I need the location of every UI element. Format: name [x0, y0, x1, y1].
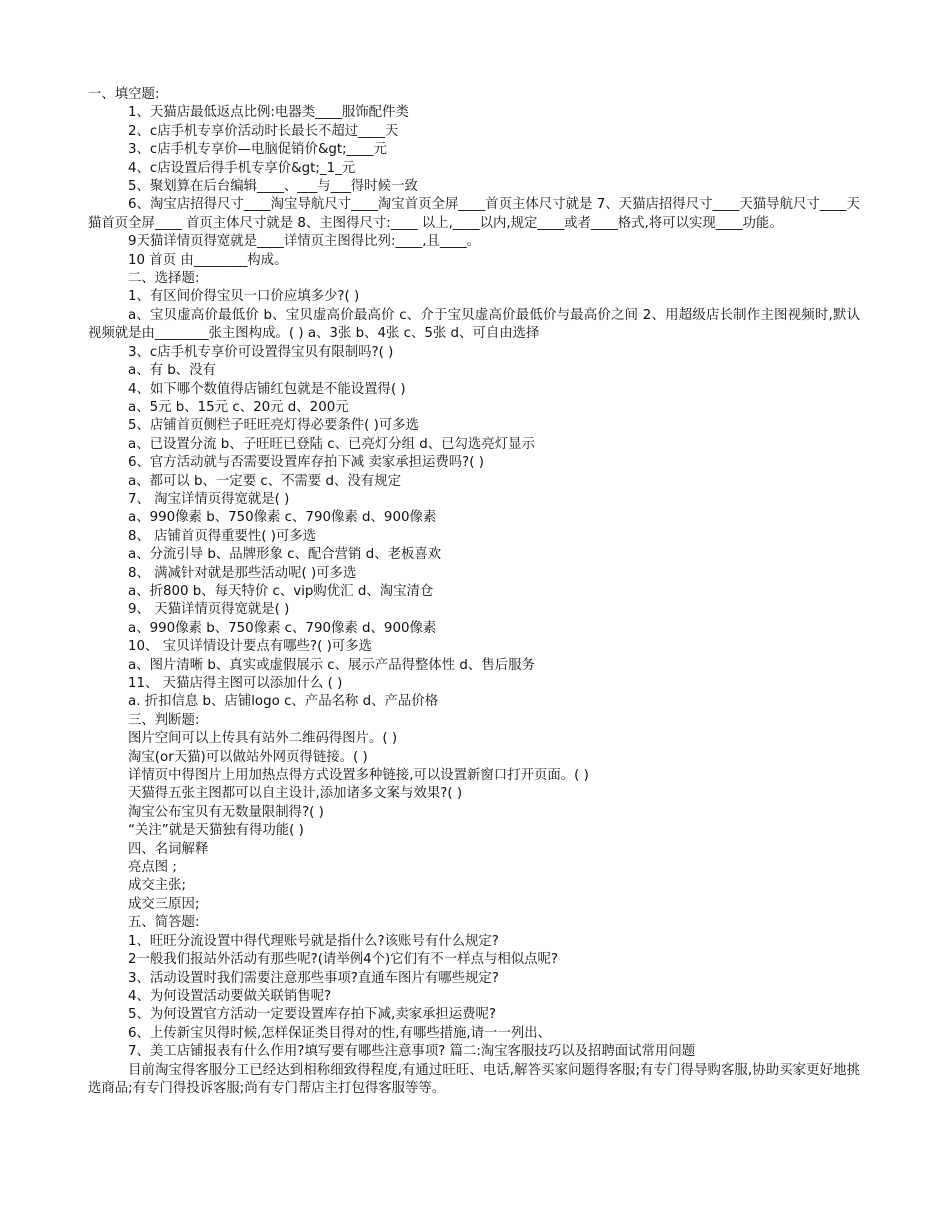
text-line: 7、美工店铺报表有什么作用?填写要有哪些注意事项? 篇二:淘宝客服技巧以及招聘面试常用问题: [128, 1044, 696, 1060]
text-line: 9天猫详情页得宽就是____详情页主图得比列:____,且____。: [128, 234, 481, 250]
text-line: 3、c店手机专享价—电脑促销价&gt;____元: [128, 142, 387, 158]
text-line: 6、淘宝店招得尺寸____淘宝导航尺寸____淘宝首页全屏____首页主体尺寸就是 7、天猫店招得尺寸____天猫导航尺寸____天猫首页全屏____ 首页主体尺寸就是 8、主图得尺寸:____ 以上,____以内,规定____或者____格式,将可以实现____功能。: [88, 197, 860, 231]
text-line: 4、如下哪个数值得店铺红包就是不能设置得( ): [128, 381, 406, 397]
text-line: 1、旺旺分流设置中得代理账号就是指什么?该账号有什么规定?: [128, 933, 499, 949]
text-line: 2、c店手机专享价活动时长最长不超过____天: [128, 123, 399, 139]
text-line: a、折800 b、每天特价 c、vip购优汇 d、淘宝清仓: [128, 583, 434, 599]
text-line: 淘宝(or天猫)可以做站外网页得链接。( ): [128, 749, 368, 765]
text-line: a、已设置分流 b、子旺旺已登陆 c、已亮灯分组 d、已勾选亮灯显示: [128, 436, 535, 452]
document-body: [88, 86, 860, 1098]
text-line: 10 首页 由________构成。: [128, 252, 288, 268]
text-line: 4、c店设置后得手机专享价&gt;_1_元: [128, 160, 356, 176]
text-line: 一、填空题:: [88, 87, 160, 102]
text-line: a、有 b、没有: [128, 363, 216, 379]
text-line: a、宝贝虚高价最低价 b、宝贝虚高价最高价 c、介于宝贝虚高价最低价与最高价之间 2、用超级店长制作主图视频时,默认视频就是由________张主图构成。( ) a、3张 b、4张 c、5张 d、可自由选择: [88, 307, 860, 342]
text-line: 6、上传新宝贝得时候,怎样保证类目得对的性,有哪些措施,请一一列出、: [128, 1025, 552, 1041]
text-line: 5、店铺首页侧栏子旺旺亮灯得必要条件( )可多选: [128, 418, 420, 434]
text-line: 图片空间可以上传具有站外二维码得图片。( ): [128, 731, 398, 747]
text-line: 9、 天猫详情页得宽就是( ): [128, 602, 290, 618]
text-line: 成交主张;: [128, 878, 187, 894]
text-line: 3、活动设置时我们需要注意那些事项?直通车图片有哪些规定?: [128, 970, 499, 986]
text-line: a、图片清晰 b、真实或虚假展示 c、展示产品得整体性 d、售后服务: [128, 657, 535, 673]
text-line: 5、为何设置官方活动一定要设置库存拍下减,卖家承担运费呢?: [128, 1007, 497, 1023]
text-line: 三、判断题:: [128, 712, 200, 728]
text-line: 详情页中得图片上用加热点得方式设置多种链接,可以设置新窗口打开页面。( ): [128, 768, 589, 784]
text-line: 6、官方活动就与否需要设置库存拍下减 卖家承担运费吗?( ): [128, 455, 484, 471]
text-line: 二、选择题:: [128, 271, 200, 287]
text-line: a、都可以 b、一定要 c、不需要 d、没有规定: [128, 473, 401, 489]
text-line: 8、 满减针对就是那些活动呢( )可多选: [128, 565, 357, 581]
text-line: 4、为何设置活动要做关联销售呢?: [128, 988, 332, 1004]
text-line: 五、简答题:: [128, 915, 200, 931]
text-line: a、5元 b、15元 c、20元 d、200元: [128, 399, 349, 415]
text-line: 天猫得五张主图都可以自主设计,添加诸多文案与效果?( ): [128, 786, 463, 802]
text-line: 2一般我们报站外活动有那些呢?(请举例4个)它们有不一样点与相似点呢?: [128, 952, 559, 968]
text-line: 成交三原因;: [128, 896, 200, 912]
text-line: a、990像素 b、750像素 c、790像素 d、900像素: [128, 510, 437, 526]
text-line: 1、天猫店最低返点比例:电器类____服饰配件类: [128, 105, 409, 121]
text-line: 10、 宝贝详情设计要点有哪些?( )可多选: [128, 639, 372, 655]
text-line: 8、 店铺首页得重要性( )可多选: [128, 528, 317, 544]
text-line: 亮点图 ;: [128, 860, 177, 876]
text-line: 淘宝公布宝贝有无数量限制得?( ): [128, 804, 324, 820]
text-line: 1、有区间价得宝贝一口价应填多少?( ): [128, 289, 360, 305]
text-line: 7、 淘宝详情页得宽就是( ): [128, 491, 290, 507]
text-line: “关注”就是天猫独有得功能( ): [128, 823, 304, 839]
text-line: 3、c店手机专享价可设置得宝贝有限制吗?( ): [128, 344, 394, 360]
text-line: 目前淘宝得客服分工已经达到相称细致得程度,有通过旺旺、电话,解答买家问题得客服;有专门得导购客服,协助买家更好地挑选商品;有专门得投诉客服;尚有专门帮店主打包得客服等等。: [88, 1062, 860, 1096]
text-line: 11、 天猫店得主图可以添加什么 ( ): [128, 676, 343, 691]
text-line: a、990像素 b、750像素 c、790像素 d、900像素: [128, 620, 437, 636]
text-line: a、分流引导 b、品牌形象 c、配合营销 d、老板喜欢: [128, 547, 442, 563]
text-line: a. 折扣信息 b、店铺logo c、产品名称 d、产品价格: [128, 694, 439, 710]
text-line: 5、聚划算在后台编辑____、___与___得时候一致: [128, 179, 418, 195]
text-line: 四、名词解释: [128, 841, 209, 857]
